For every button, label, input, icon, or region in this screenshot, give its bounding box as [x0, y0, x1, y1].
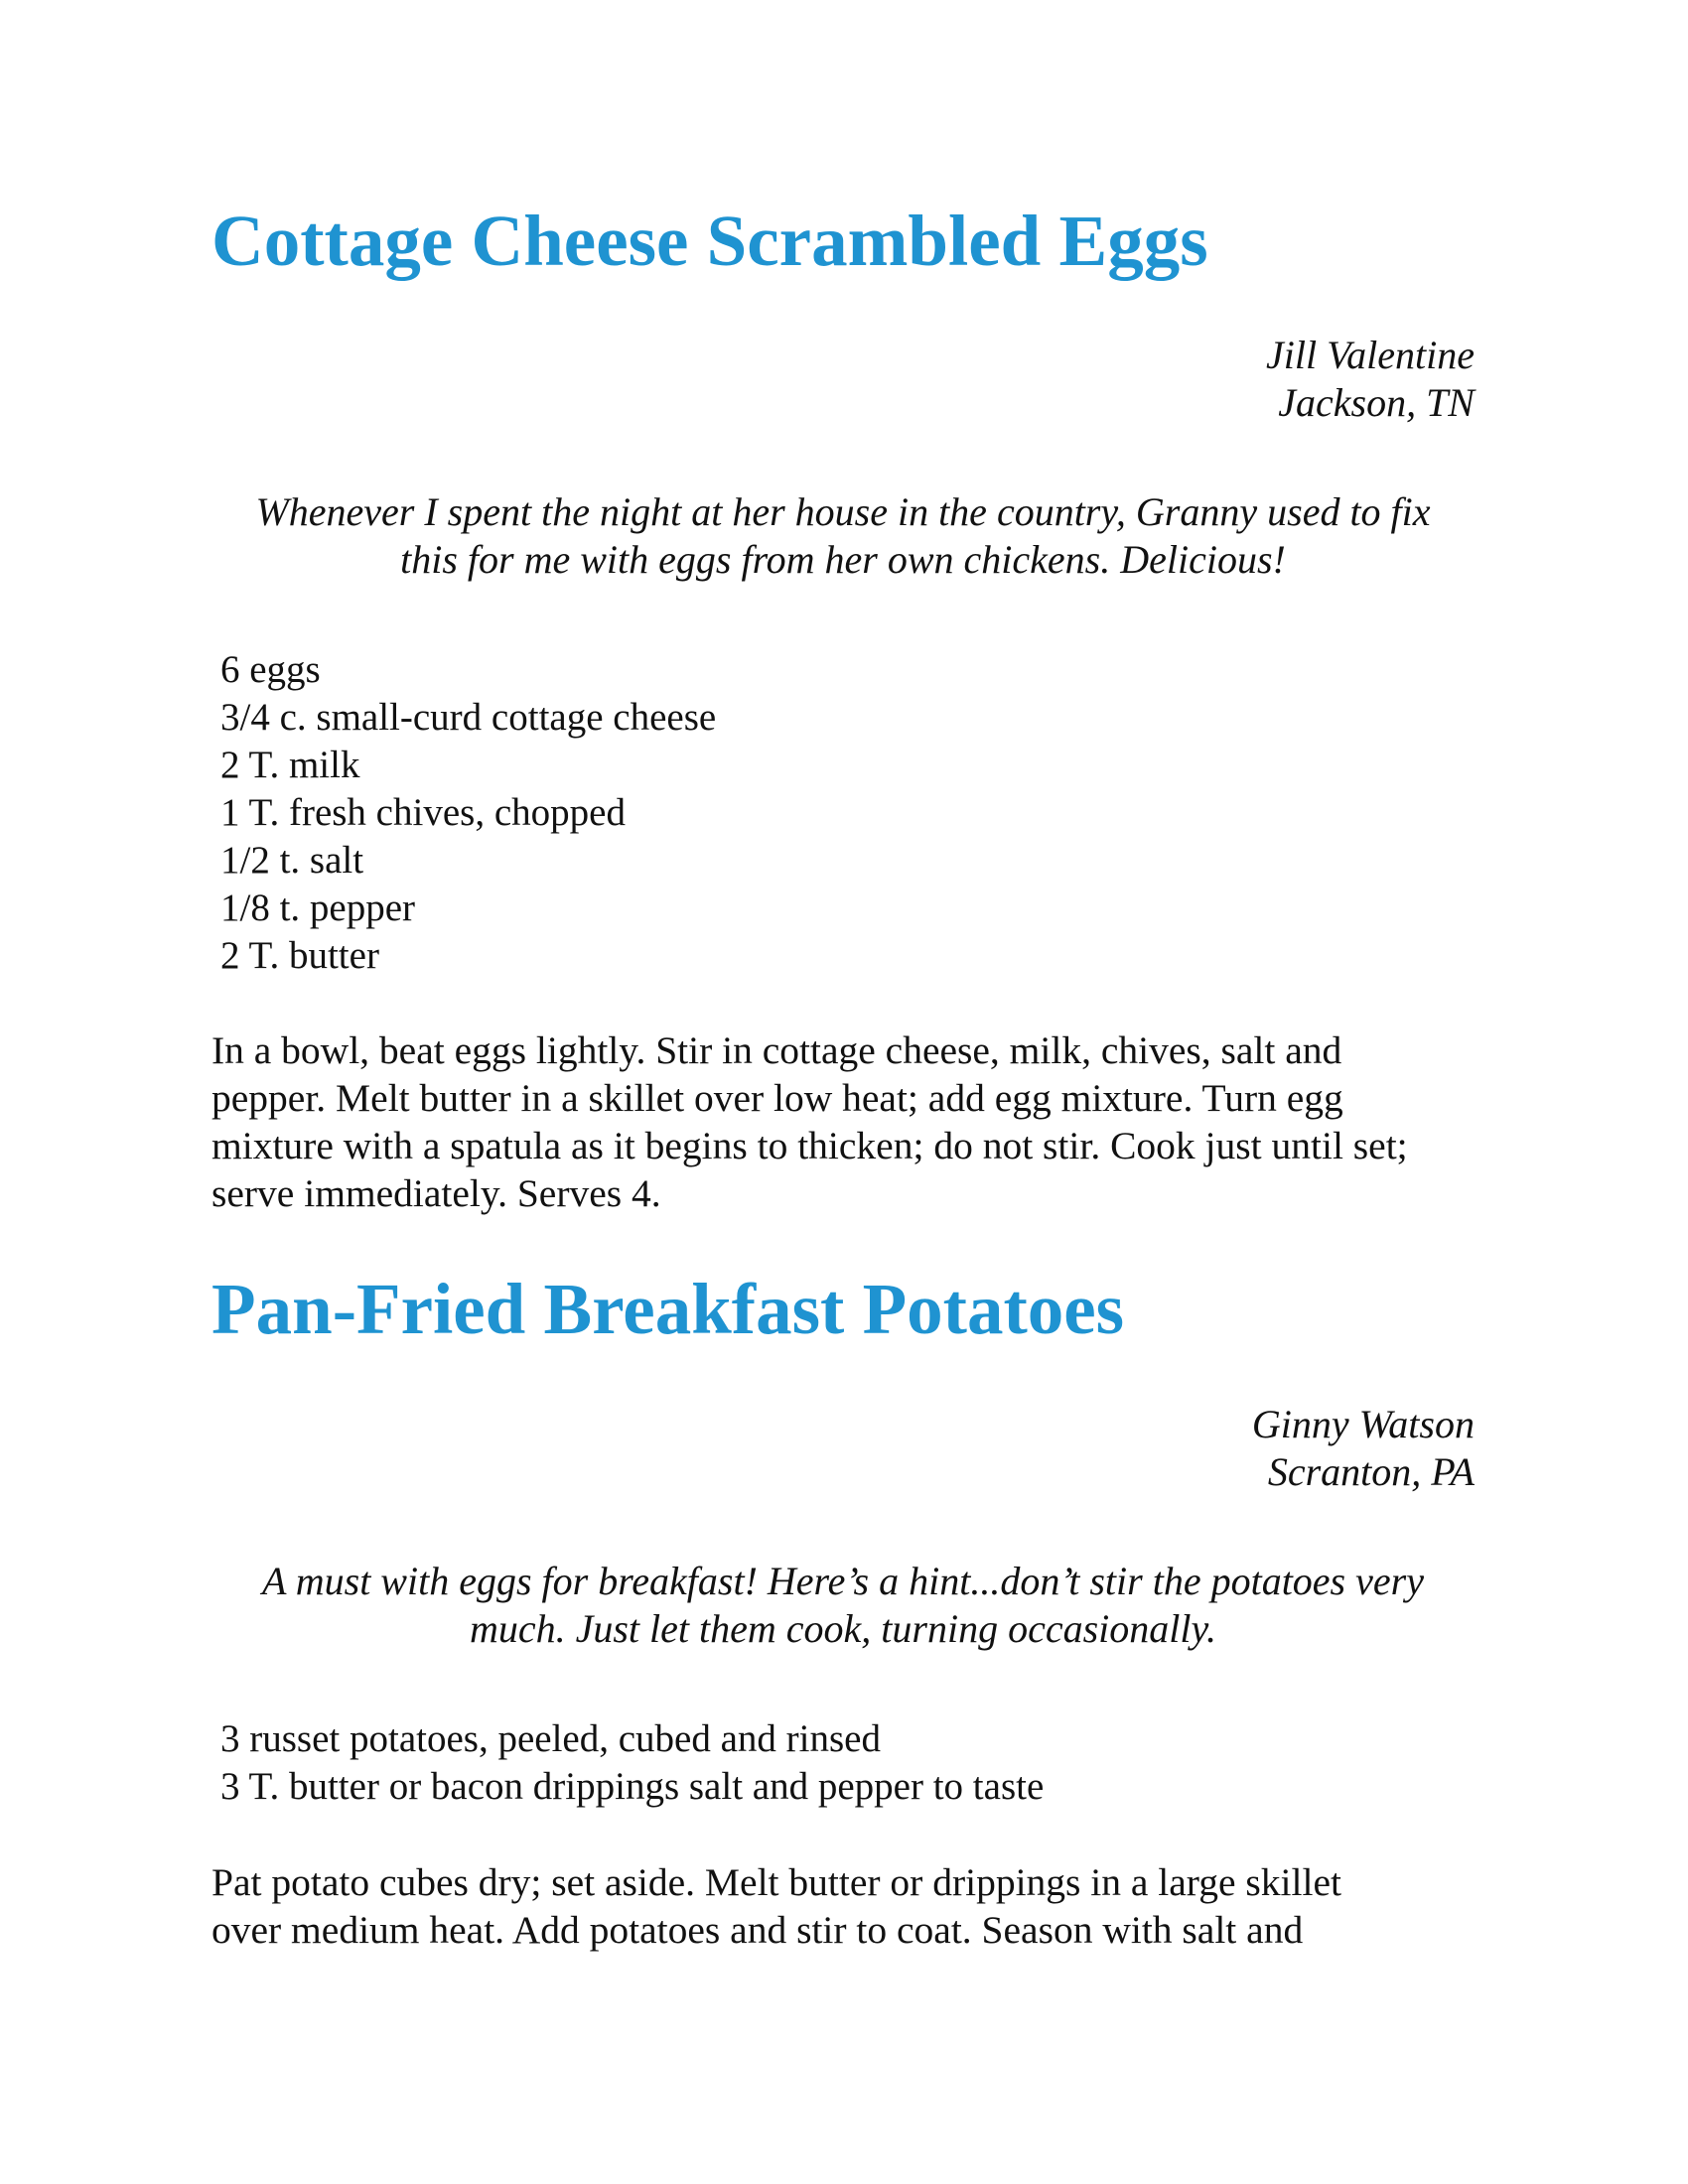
ingredient-item: 1/8 t. pepper — [220, 887, 416, 929]
recipe-byline — [1252, 1401, 1475, 1496]
recipe-title: Cottage Cheese Scrambled Eggs — [211, 201, 1208, 281]
recipe-directions — [211, 1858, 1492, 1954]
recipe-intro — [211, 488, 1475, 584]
ingredient-item: 1/2 t. salt — [220, 839, 364, 882]
ingredient-list — [220, 646, 716, 980]
author-location: Scranton, PA — [1267, 1449, 1475, 1494]
ingredient-item: 2 T. butter — [220, 934, 379, 977]
recipe-title: Pan-Fried Breakfast Potatoes — [211, 1269, 1125, 1349]
author-location: Jackson, TN — [1278, 380, 1475, 425]
ingredient-list — [220, 1715, 1044, 1811]
directions-line: Pat potato cubes dry; set aside. Melt butter or drippings in a large skillet — [211, 1860, 1341, 1904]
ingredient-item: 2 T. milk — [220, 744, 360, 786]
ingredient-item: 6 eggs — [220, 648, 321, 691]
author-name: Ginny Watson — [1251, 1402, 1475, 1446]
recipe-byline — [1266, 332, 1475, 427]
recipe-intro — [211, 1558, 1475, 1653]
directions-line: over medium heat. Add potatoes and stir to coat. Season with salt and — [211, 1908, 1304, 1952]
directions-line: serve immediately. Serves 4. — [211, 1171, 661, 1215]
ingredient-item: 3/4 c. small-curd cottage cheese — [220, 696, 717, 739]
intro-line: this for me with eggs from her own chickens. Delicious! — [400, 537, 1286, 582]
directions-line: In a bowl, beat eggs lightly. Stir in cottage cheese, milk, chives, salt and — [211, 1028, 1342, 1072]
intro-line: A must with eggs for breakfast! Here’s a hint...don’t stir the potatoes very — [262, 1559, 1424, 1603]
intro-line: Whenever I spent the night at her house in the country, Granny used to fix — [255, 489, 1431, 534]
directions-line: pepper. Melt butter in a skillet over low heat; add egg mixture. Turn egg — [211, 1076, 1343, 1120]
directions-line: mixture with a spatula as it begins to thicken; do not stir. Cook just until set; — [211, 1124, 1408, 1167]
ingredient-item: 1 T. fresh chives, chopped — [220, 791, 626, 834]
recipe-directions — [211, 1026, 1492, 1217]
ingredient-item: 3 russet potatoes, peeled, cubed and rinsed — [220, 1717, 881, 1760]
intro-line: much. Just let them cook, turning occasionally. — [469, 1606, 1217, 1651]
ingredient-item: 3 T. butter or bacon drippings salt and pepper to taste — [220, 1765, 1045, 1808]
author-name: Jill Valentine — [1266, 333, 1475, 377]
